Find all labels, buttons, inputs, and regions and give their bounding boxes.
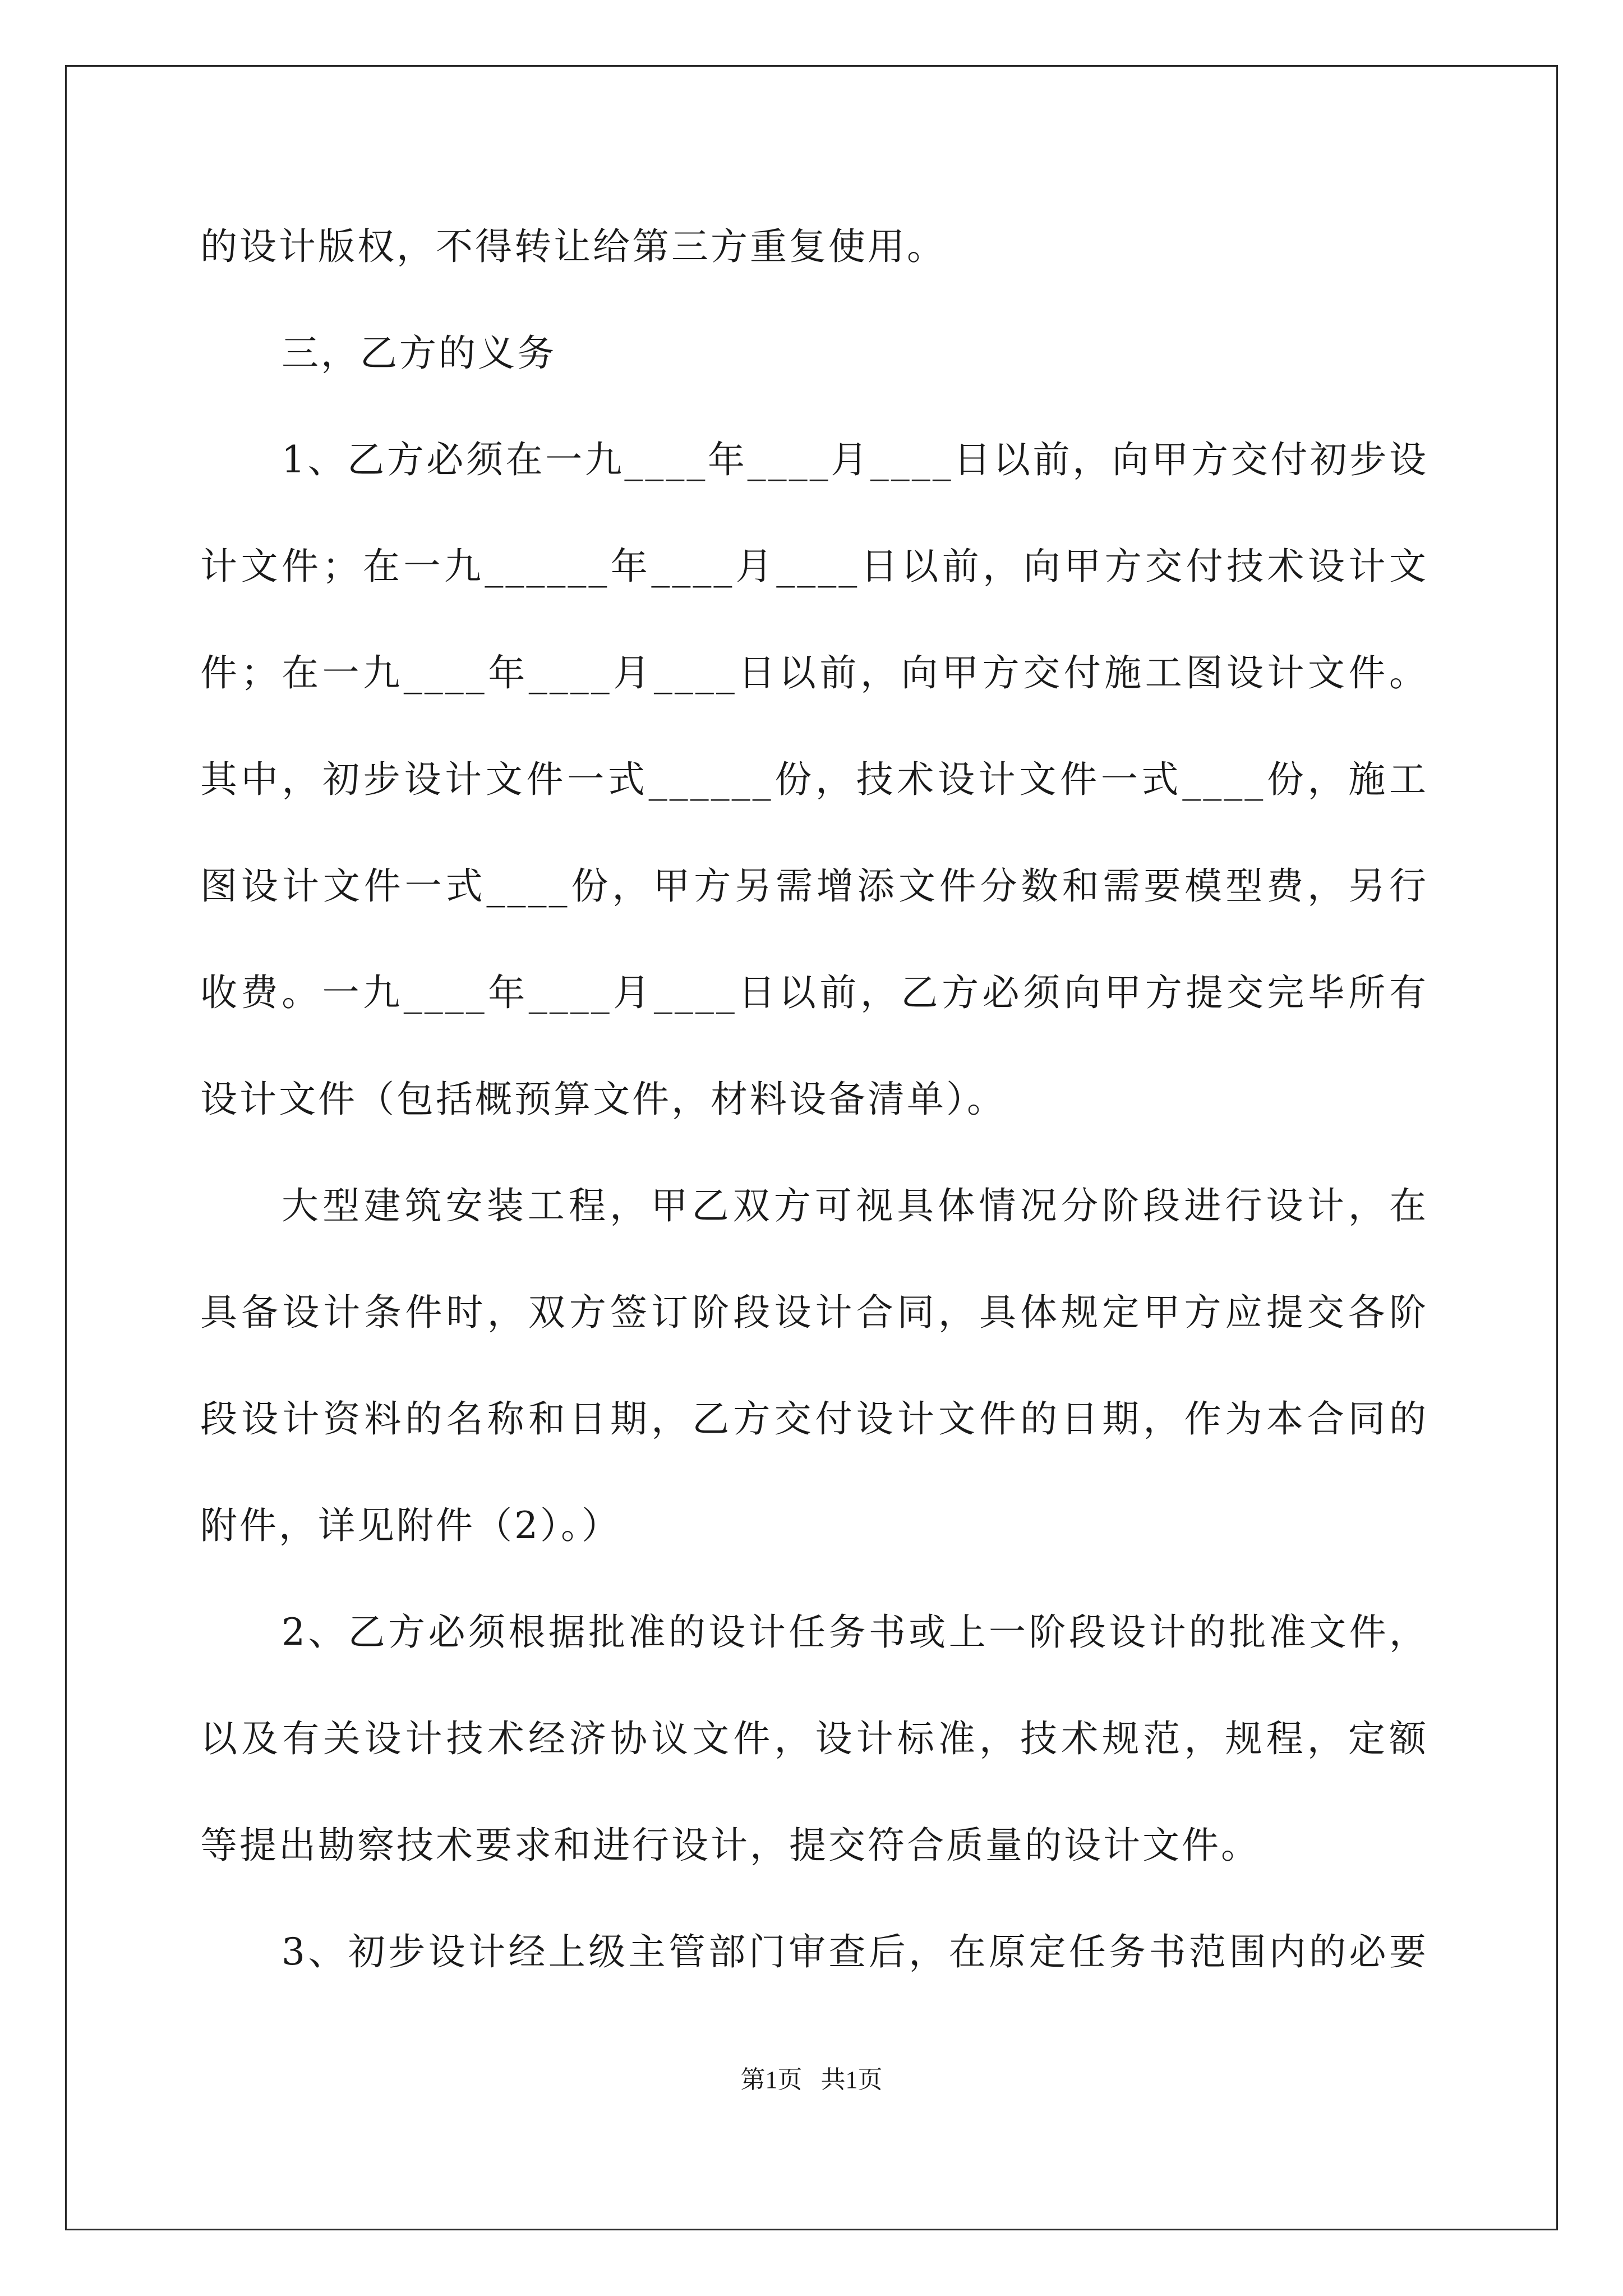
text-line-8: 收费。一九____年____月____日以前，乙方必须向甲方提交完毕所有	[200, 971, 1428, 1014]
text-line-11: 具备设计条件时，双方签订阶段设计合同，具体规定甲方应提交各阶	[200, 1291, 1428, 1334]
page-footer: 第1页 共1页	[740, 2066, 883, 2093]
text-line-10: 大型建筑安装工程，甲乙双方可视具体情况分阶段进行设计，在	[282, 1184, 1428, 1227]
text-line-9: 设计文件（包括概预算文件，材料设备清单）。	[200, 1078, 1006, 1121]
text-line-14: 2、乙方必须根据批准的设计任务书或上一阶段设计的批准文件，	[282, 1611, 1428, 1654]
text-line-15: 以及有关设计技术经济协议文件，设计标准，技术规范，规程，定额	[200, 1717, 1428, 1760]
text-line-3: 1、乙方必须在一九____年____月____日以前，向甲方交付初步设	[282, 438, 1428, 481]
text-line-16: 等提出勘察技术要求和进行设计，提交符合质量的设计文件。	[200, 1824, 1260, 1867]
text-line-6: 其中，初步设计文件一式______份，技术设计文件一式____份，施工	[200, 758, 1428, 801]
section-heading: 三，乙方的义务	[282, 332, 556, 375]
text-line-13: 附件，详见附件（2）。）	[200, 1504, 621, 1547]
text-line-1: 的设计版权，不得转让给第三方重复使用。	[200, 225, 946, 268]
text-line-12: 段设计资料的名称和日期，乙方交付设计文件的日期，作为本合同的	[200, 1397, 1428, 1441]
text-line-7: 图设计文件一式____份，甲方另需增添文件分数和需要模型费，另行	[200, 864, 1428, 908]
page-border	[65, 65, 1558, 2230]
text-line-17: 3、初步设计经上级主管部门审查后，在原定任务书范围内的必要	[282, 1930, 1428, 1973]
text-line-4: 计文件；在一九______年____月____日以前，向甲方交付技术设计文	[200, 545, 1428, 588]
text-line-5: 件；在一九____年____月____日以前，向甲方交付施工图设计文件。	[200, 651, 1428, 694]
